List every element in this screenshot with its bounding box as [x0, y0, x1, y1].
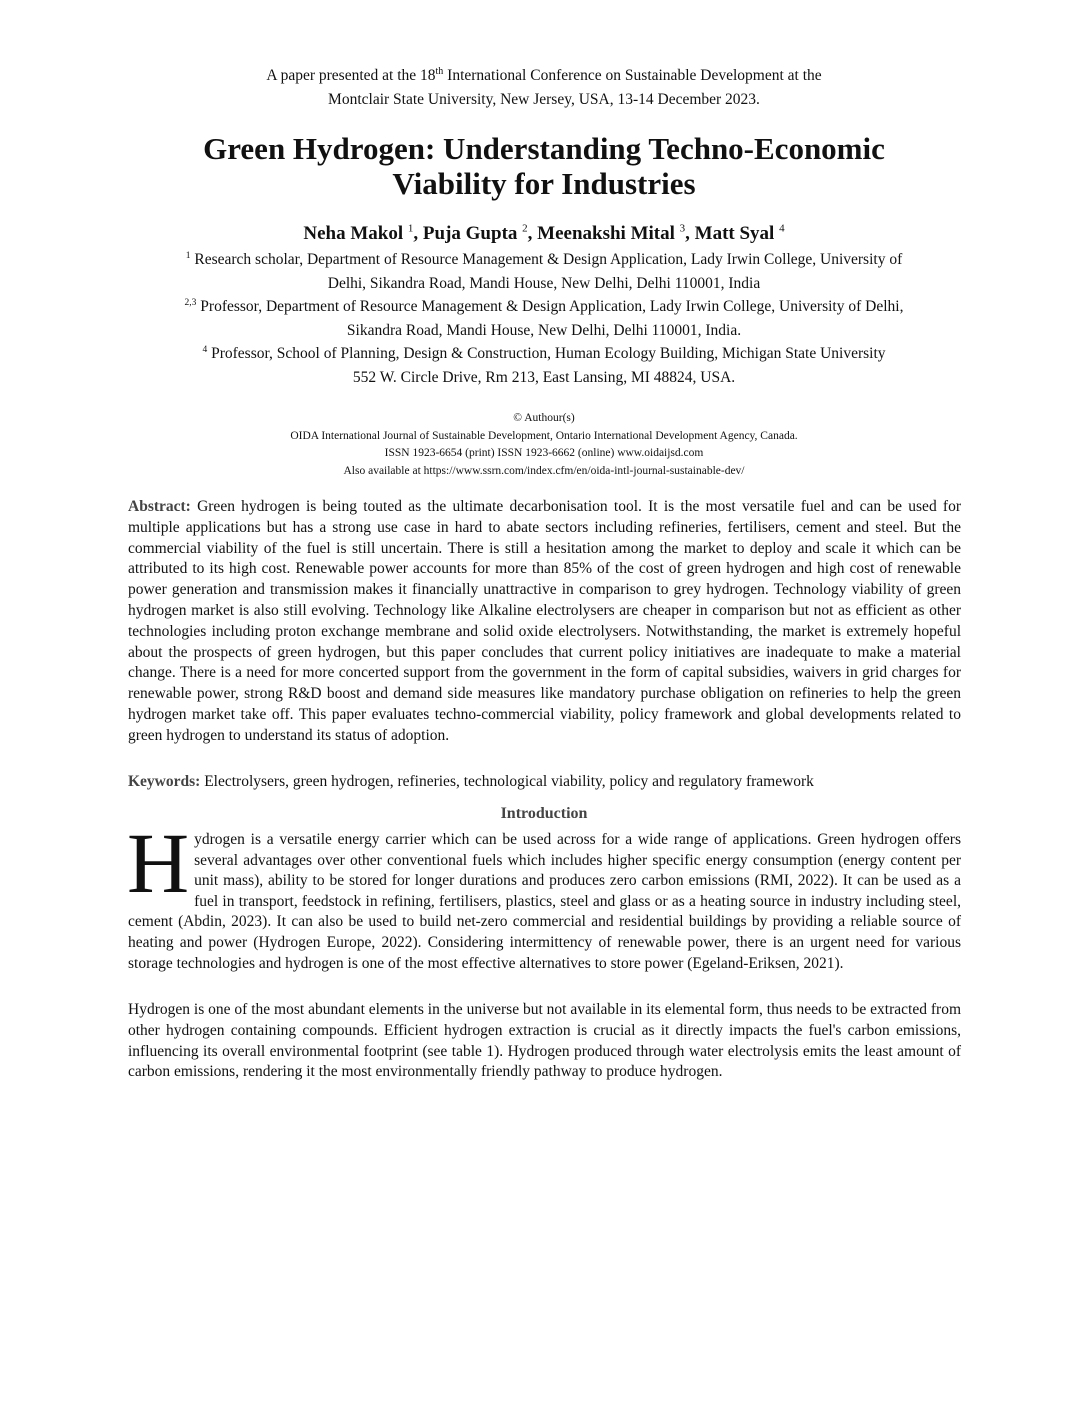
- author: [423, 223, 537, 244]
- conference-line-2: Montclair State University, New Jersey, USA, 13-14 December 2023.: [328, 91, 760, 108]
- introduction-paragraph-2: Hydrogen is one of the most abundant elements in the universe but not available in its elemental form, thus needs to be extracted from other hydrogen containing compounds. Efficient hydrogen extraction is crucial as it directly impacts the fuel's carbon emissions, influencing its overall environmental footprint (see table 1). Hydrogen produced through water electrolysis emits the least amount of carbon emissions, rendering it the most environmentally friendly pathway to produce hydrogen.: [128, 1001, 961, 1081]
- affiliation: [128, 248, 960, 272]
- conference-text: A paper presented at the 18: [266, 67, 436, 84]
- affiliation-continued: 552 W. Circle Drive, Rm 213, East Lansing, MI 48824, USA.: [352, 368, 736, 386]
- author: [303, 223, 423, 244]
- affiliation-mark: 1: [185, 250, 191, 261]
- conference-line-1: [130, 64, 958, 88]
- conference-text: International Conference on Sustainable Development at the: [443, 67, 822, 84]
- author-separator: ,: [413, 223, 423, 244]
- author: [537, 223, 695, 244]
- affiliation: [128, 342, 960, 366]
- keywords-text: Electrolysers, green hydrogen, refineries, technological viability, policy and regulatory framework: [200, 773, 814, 790]
- affiliation-mark: 4: [202, 344, 208, 355]
- availability-link[interactable]: Also available at https://www.ssrn.com/index.cfm/en/oida-intl-journal-sustainable-dev/: [343, 464, 745, 477]
- author-affiliation-mark: 3: [679, 222, 686, 235]
- keywords: [128, 772, 961, 793]
- paper-title: [130, 131, 958, 201]
- author-name: Matt Syal: [694, 223, 780, 244]
- ordinal-superscript: th: [435, 65, 444, 77]
- affiliation-text: Research scholar, Department of Resource Management & Design Application, Lady Irwin College, University of: [190, 251, 903, 268]
- keywords-label: Keywords:: [128, 773, 201, 790]
- author-name: Neha Makol: [303, 223, 408, 244]
- affiliation-text: Professor, School of Planning, Design & Construction, Human Ecology Building, Michigan State University: [207, 345, 886, 362]
- paragraph-text: ydrogen is a versatile energy carrier which can be used across for a wide range of applications. Green hydrogen offers several advantages over other conventional fuels which includes higher specific energy consumption (energy content per unit mass), ability to be stored for longer durations and produces zero carbon emissions (RMI, 2022). It can be used as a fuel in transport, feedstock in refining, fertilisers, plastics, steel and glass or as a heating source in industry including steel, cement (Abdin, 2023). It can also be used to build net-zero commercial and residential buildings by providing a reliable source of heating and power (Hydrogen Europe, 2022). Considering intermittency of renewable power, there is an urgent need for various storage technologies and hydrogen is one of the most effective alternatives to store power (Egeland-Eriksen, 2021).: [128, 831, 961, 972]
- introduction-paragraph-1: [127, 815, 961, 974]
- affiliation-text: Professor, Department of Resource Management & Design Application, Lady Irwin College, University of Delhi,: [196, 298, 904, 315]
- author-affiliation-mark: 4: [779, 222, 785, 235]
- title-line-1: Green Hydrogen: Understanding Techno-Economic: [203, 131, 885, 166]
- affiliation-continued: Sikandra Road, Mandi House, New Delhi, Delhi 110001, India.: [346, 321, 742, 339]
- author-affiliation-mark: 1: [407, 222, 414, 235]
- copyright-notice: © Authour(s): [513, 412, 575, 424]
- abstract-label: Abstract:: [128, 498, 191, 515]
- drop-cap: H: [127, 815, 190, 911]
- issn-line: ISSN 1923-6654 (print) ISSN 1923-6662 (online) www.oidaijsd.com: [384, 447, 704, 459]
- title-line-2: Viability for Industries: [392, 166, 696, 201]
- author-name: Puja Gupta: [422, 223, 523, 244]
- author-affiliation-mark: 2: [522, 222, 528, 235]
- affiliations: [128, 248, 960, 389]
- author-name: Meenakshi Mital: [537, 223, 680, 244]
- author-list: [130, 222, 958, 246]
- journal-info: [130, 410, 958, 480]
- author-separator: ,: [527, 223, 538, 244]
- author: [695, 223, 785, 244]
- affiliation-continued: Delhi, Sikandra Road, Mandi House, New Delhi, Delhi 110001, India: [327, 274, 761, 292]
- conference-note: [130, 64, 958, 112]
- section-heading-introduction: Introduction: [500, 805, 588, 822]
- journal-name: OIDA International Journal of Sustainable Development, Ontario International Development Agency, Canada.: [290, 429, 798, 442]
- affiliation-mark: 2,3: [184, 297, 197, 308]
- abstract: [128, 497, 961, 747]
- abstract-text: Green hydrogen is being touted as the ultimate decarbonisation tool. It is the most versatile fuel and can be used for multiple applications but has a strong use case in hard to abate sectors including refineries, fertilisers, cement and steel. But the commercial viability of the fuel is still uncertain. There is still a hesitation among the market to deploy and scale it which can be attributed to its high cost. Renewable power accounts for more than 85% of the cost of green hydrogen and high cost of renewable power generation and transmission makes it financially unattractive in comparison to grey hydrogen. Technology viability of green hydrogen market is also still evolving. Technology like Alkaline electrolysers are cheaper in comparison but not as efficient as other technologies including proton exchange membrane and solid oxide electrolysers. Notwithstanding, the market is extremely hopeful about the prospects of green hydrogen, but this paper concludes that current policy initiatives are inadequate to make a material change. There is a need for more concerted support from the government in the form of capital subsidies, waivers in grid charges for renewable power, strong R&D boost and demand side measures like mandatory purchase obligation on refineries to help the green hydrogen market take off. This paper evaluates techno-commercial viability, policy framework and global developments related to green hydrogen to understand its status of adoption.: [128, 498, 961, 744]
- author-separator: ,: [685, 223, 695, 244]
- affiliation: [128, 295, 960, 319]
